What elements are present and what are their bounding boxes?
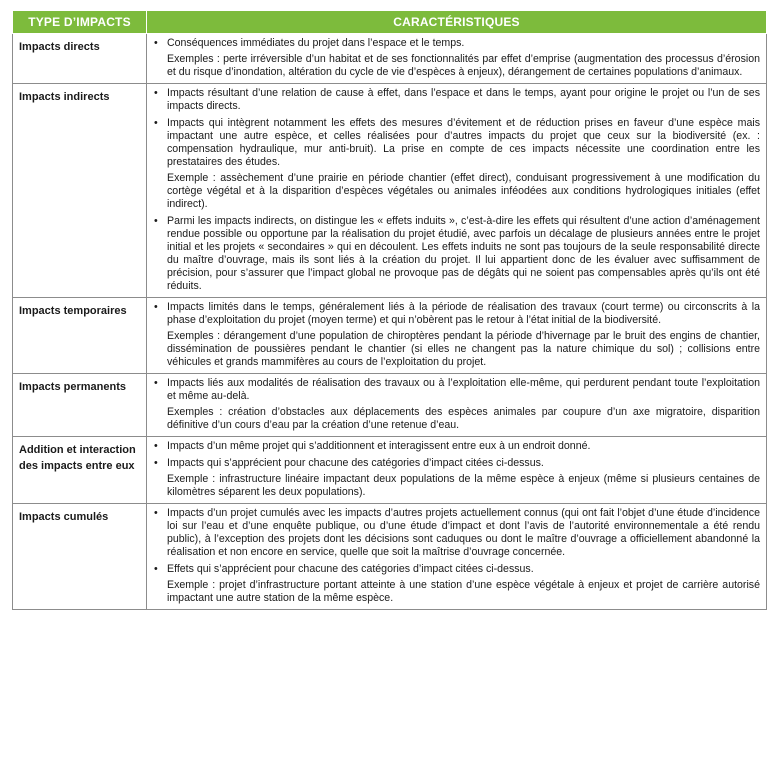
- bullet-icon: •: [154, 215, 158, 227]
- characteristics-list: [151, 377, 760, 432]
- list-item: [151, 377, 760, 432]
- bullet-icon: •: [154, 301, 158, 313]
- list-item: [151, 507, 760, 559]
- characteristics-cell: [147, 34, 767, 84]
- characteristics-cell: [147, 374, 767, 437]
- characteristics-list: [151, 507, 760, 605]
- table-row: [13, 84, 767, 298]
- list-item: [151, 440, 760, 453]
- bullet-icon: •: [154, 563, 158, 575]
- item-example-text: Exemple : infrastructure linéaire impactant deux populations de la même espèce à enjeux (même si plusieurs centaines de kilomètres séparent les deux populations).: [167, 473, 760, 498]
- bullet-icon: •: [154, 87, 158, 99]
- item-text: Impacts limités dans le temps, généralement liés à la période de réalisation des travaux (court terme) ou circonscrits à la phase d’exploitation du projet (moyen terme) et qui n’obèrent pas le retour à l’état initial de la biodiversité.: [167, 301, 760, 326]
- bullet-icon: •: [154, 37, 158, 49]
- characteristics-list: [151, 440, 760, 499]
- item-example-text: Exemple : assèchement d’une prairie en période chantier (effet direct), conduisant progressivement à une modification du cortège végétal et à la disparition d’espèces végétales ou animales inféodées aux conditions hydrologiques initiales (effet indirect).: [167, 172, 760, 210]
- impacts-table: [12, 10, 767, 610]
- impact-type-cell: Impacts temporaires: [13, 298, 147, 374]
- table-row: [13, 504, 767, 610]
- bullet-icon: •: [154, 457, 158, 469]
- impact-type-cell: Addition et interaction des impacts entre eux: [13, 437, 147, 504]
- characteristics-list: [151, 87, 760, 293]
- list-item: [151, 457, 760, 499]
- impact-type-cell: Impacts permanents: [13, 374, 147, 437]
- characteristics-cell: [147, 504, 767, 610]
- item-example-text: Exemples : création d’obstacles aux déplacements des espèces animales par coupure d’un axe migratoire, disparition définitive d’un cours d’eau par la création d’une retenue d’eau.: [167, 406, 760, 431]
- table-row: [13, 374, 767, 437]
- item-text: Impacts résultant d’une relation de cause à effet, dans l’espace et dans le temps, ayant pour origine le projet ou l’un de ses impacts directs.: [167, 87, 760, 112]
- bullet-icon: •: [154, 377, 158, 389]
- table-row: [13, 298, 767, 374]
- header-characteristics: CARACTÉRISTIQUES: [147, 11, 767, 34]
- table-row: [13, 34, 767, 84]
- bullet-icon: •: [154, 117, 158, 129]
- table-header-row: [13, 11, 767, 34]
- item-text: Impacts qui s’apprécient pour chacune des catégories d’impact citées ci-dessus.: [167, 457, 544, 469]
- impact-type-cell: Impacts indirects: [13, 84, 147, 298]
- item-example-text: Exemples : dérangement d’une population de chiroptères pendant la période d’hivernage par le bruit des engins de chantier, dissémination de poussières pendant le chantier (si elles ne changent pas la nature chimique du sol) ; collisions entre véhicules et grands mammifères au cours de l’exploitation du projet.: [167, 330, 760, 368]
- item-text: Conséquences immédiates du projet dans l’espace et le temps.: [167, 37, 465, 49]
- list-item: [151, 563, 760, 605]
- characteristics-cell: [147, 437, 767, 504]
- characteristics-list: [151, 301, 760, 369]
- item-text: Impacts liés aux modalités de réalisation des travaux ou à l’exploitation elle-même, qui perdurent pendant toute l’exploitation et même au-delà.: [167, 377, 760, 402]
- list-item: [151, 87, 760, 113]
- characteristics-cell: [147, 84, 767, 298]
- list-item: [151, 117, 760, 211]
- bullet-icon: •: [154, 507, 158, 519]
- impact-type-cell: Impacts cumulés: [13, 504, 147, 610]
- list-item: [151, 37, 760, 79]
- impact-type-cell: Impacts directs: [13, 34, 147, 84]
- item-text: Impacts d’un projet cumulés avec les impacts d’autres projets actuellement connus (qui ont fait l’objet d’une étude d’incidence loi sur l’eau et d’une enquête publique, ou d’une étude d’impact et dont l’avis de l’autorité environnementale a été rendu public), à l’exception des projets dont les décisions sont caduques ou dont le maître d’ouvrage a officiellement abandonné la réalisation et non encore en service, quelle que soit la maîtrise d’ouvrage concernée.: [167, 507, 760, 558]
- characteristics-list: [151, 37, 760, 79]
- table-row: [13, 437, 767, 504]
- item-text: Impacts qui intègrent notamment les effets des mesures d’évitement et de réduction prises en faveur d’une espèce mais impactant une autre espèce, et celles réalisées pour d’autres impacts du projet que ceux sur la biodiversité (ex. : compensation hydraulique, mur anti-bruit). La prise en compte de ces impacts nécessite une coordination entre les prestataires des études.: [167, 117, 760, 168]
- table-body: [13, 34, 767, 610]
- bullet-icon: •: [154, 440, 158, 452]
- list-item: [151, 215, 760, 293]
- header-type: TYPE D’IMPACTS: [13, 11, 147, 34]
- item-text: Parmi les impacts indirects, on distingue les « effets induits », c’est-à-dire les effets qui résultent d’une action d’aménagement rendue possible ou opportune par la réalisation du projet étudié, avec parfois un décalage de plusieurs années entre le projet initial et les projets « secondaires » qui en découlent. Les effets induits ne sont pas toujours de la seule responsabilité directe du maître d’ouvrage, mais ils sont liés à la création du projet. Il lui appartient donc de les évaluer avec suffisamment de précision, pour s’assurer que l’impact global ne provoque pas de dégâts qui ne soient pas compensables après qu’ils ont été réduits.: [167, 215, 760, 292]
- item-example-text: Exemple : projet d’infrastructure portant atteinte à une station d’une espèce végétale à enjeux et projet de carrière autorisé impactant une autre station de la même espèce.: [167, 579, 760, 604]
- impacts-table-container: [12, 10, 766, 610]
- characteristics-cell: [147, 298, 767, 374]
- item-example-text: Exemples : perte irréversible d’un habitat et de ses fonctionnalités par effet d’emprise (augmentation des processus d’érosion et du risque d’inondation, altération du cycle de vie d’espèces à enjeux), dérangement de certaines populations d’animaux.: [167, 53, 760, 78]
- list-item: [151, 301, 760, 369]
- item-text: Impacts d’un même projet qui s’additionnent et interagissent entre eux à un endroit donné.: [167, 440, 591, 452]
- item-text: Effets qui s’apprécient pour chacune des catégories d’impact citées ci-dessus.: [167, 563, 534, 575]
